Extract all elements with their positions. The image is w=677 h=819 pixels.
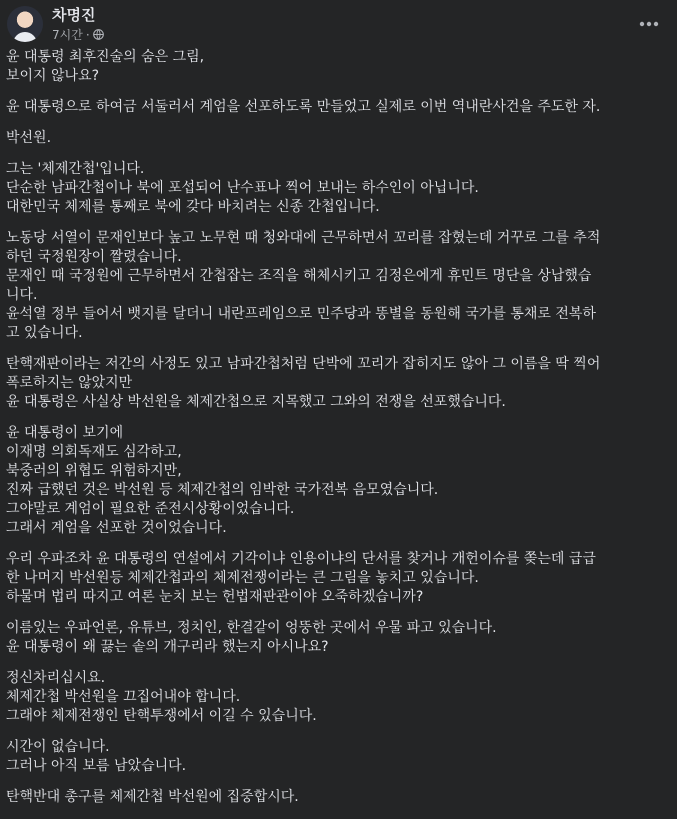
post-text-line: 탄핵재판이라는 저간의 사정도 있고 남파간첩처럼 단박에 꼬리가 잡히지도 않아 그 이름을 딱 찍어 — [6, 356, 601, 372]
post-text-line: 정신차리십시요. — [6, 670, 106, 686]
post-text-line: 박선원. — [6, 130, 52, 146]
post-text-line: 하물며 법리 따지고 여론 눈치 보는 헌법재판관이야 오죽하겠습니까? — [6, 589, 424, 605]
post-text-line: 폭로하지는 않았지만 — [6, 375, 133, 391]
post-text-line: 윤 대통령 최후진술의 숨은 그림, — [6, 49, 205, 65]
post-text-line: 윤 대통령이 보기에 — [6, 425, 124, 441]
post-text-line: 보이지 않나요? — [6, 68, 100, 84]
post-text-line: 그는 '체제간첩'입니다. — [6, 161, 145, 177]
author-name[interactable]: 차명진 — [52, 6, 96, 24]
post-text-line: 그래야 체제전쟁인 탄핵투쟁에서 이길 수 있습니다. — [6, 708, 317, 724]
post-paragraph — [6, 129, 666, 148]
post-text-line: 고 있습니다. — [6, 325, 83, 341]
post-text-line: 윤 대통령으로 하여금 서둘러서 계엄을 선포하도록 만들었고 실제로 이번 역내란사건을 주도한 자. — [6, 99, 601, 115]
globe-icon[interactable] — [93, 29, 104, 40]
post-text-line: 윤석열 정부 들어서 뱃지를 달더니 내란프레임으로 민주당과 똥별을 동원해 국가를 통채로 전복하 — [6, 306, 596, 322]
post-text-line: 윤 대통령이 왜 끓는 솥의 개구리라 했는지 아시나요? — [6, 639, 329, 655]
more-options-icon — [639, 21, 659, 27]
post-text-line: 북중러의 위협도 위험하지만, — [6, 463, 182, 479]
author-avatar[interactable] — [7, 6, 43, 42]
post-text-line: 탄핵반대 총구를 체제간첩 박선원에 집중합시다. — [6, 789, 299, 805]
post-text-line: 문재인 때 국정원에 근무하면서 간첩잡는 조직을 해체시키고 김정은에게 휴민트 명단을 상납했습 — [6, 268, 592, 284]
post-paragraph — [6, 48, 666, 86]
post-text-line: 그래서 계엄을 선포한 것이었습니다. — [6, 520, 227, 536]
post-header — [0, 0, 677, 48]
post-paragraph — [6, 160, 666, 217]
post-text-line: 그러나 아직 보름 남았습니다. — [6, 758, 187, 774]
post-text-line: 그야말로 계엄이 필요한 준전시상황이었습니다. — [6, 501, 295, 517]
meta-separator: · — [85, 27, 90, 42]
post-paragraph — [6, 788, 666, 807]
post-paragraph — [6, 98, 666, 117]
post-text-line: 이름있는 우파언론, 유튜브, 정치인, 한결같이 엉뚱한 곳에서 우물 파고 있습니다. — [6, 620, 497, 636]
post-meta — [52, 26, 104, 43]
post-text-line: 이재명 의회독재도 심각하고, — [6, 444, 182, 460]
post-timestamp[interactable]: 7시간 — [52, 28, 83, 42]
post-text-line: 노동당 서열이 문재인보다 높고 노무현 때 청와대에 근무하면서 꼬리를 잡혔는데 거꾸로 그를 추적 — [6, 230, 601, 246]
post-text-line: 니다. — [6, 287, 38, 303]
more-options-button[interactable] — [633, 8, 665, 40]
post-text-line: 하던 국정원장이 짤렸습니다. — [6, 249, 182, 265]
post-paragraph — [6, 424, 666, 538]
post-text-line: 우리 우파조차 윤 대통령의 연설에서 기각이냐 인용이냐의 단서를 찾거나 개헌이슈를 쫒는데 급급 — [6, 551, 596, 567]
post-text-line: 단순한 남파간첩이나 북에 포섭되어 난수표나 찍어 보내는 하수인이 아닙니다. — [6, 180, 479, 196]
post-body — [6, 48, 666, 819]
post-paragraph — [6, 229, 666, 343]
post-text-line: 한 나머지 박선원등 체제간첩과의 체제전쟁이라는 큰 그림을 놓치고 있습니다. — [6, 570, 479, 586]
post-paragraph — [6, 355, 666, 412]
post-text-line: 진짜 급했던 것은 박선원 등 체제간첩의 임박한 국가전복 음모였습니다. — [6, 482, 439, 498]
post-text-line: 윤 대통령은 사실상 박선원을 체제간첩으로 지목했고 그와의 전쟁을 선포했습니다. — [6, 394, 506, 410]
post-paragraph — [6, 619, 666, 657]
post-paragraph — [6, 669, 666, 726]
post-paragraph — [6, 738, 666, 776]
post-paragraph — [6, 550, 666, 607]
post-text-line: 체제간첩 박선원을 끄집어내야 합니다. — [6, 689, 241, 705]
post-text-line: 시간이 없습니다. — [6, 739, 110, 755]
post-text-line: 대한민국 체제를 통째로 북에 갖다 바치려는 신종 간첩입니다. — [6, 199, 380, 215]
